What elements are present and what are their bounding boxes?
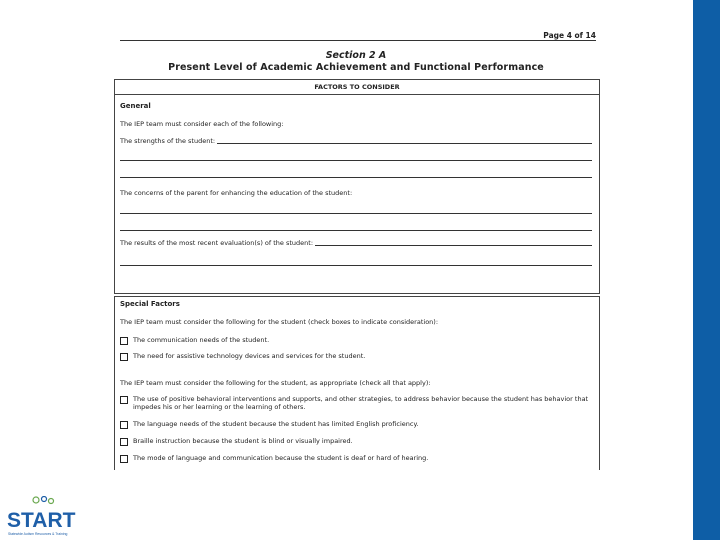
- strengths-line-2[interactable]: [120, 160, 592, 161]
- checkbox[interactable]: [120, 438, 128, 446]
- special-heading: Special Factors: [120, 300, 180, 308]
- iep-form-page: [110, 28, 602, 470]
- check-label: The language needs of the student because the student has limited English proficiency.: [133, 420, 419, 428]
- special-intro-2: The IEP team must consider the following for the student, as appropriate (check all that apply):: [120, 379, 431, 387]
- logo-tagline: Statewide Autism Resources & Training: [8, 532, 68, 536]
- concerns-line-1[interactable]: [120, 213, 592, 214]
- check-label: The use of positive behavioral interventions and supports, and other strategies, to address behavior because the student has behavior that impedes his or her learning or the learning of others.: [133, 395, 589, 411]
- check-row[interactable]: [120, 437, 592, 446]
- results-line[interactable]: [315, 245, 592, 246]
- check-label: The need for assistive technology devices and services for the student.: [133, 352, 366, 360]
- checkbox[interactable]: [120, 353, 128, 361]
- page-number: Page 4 of 14: [543, 31, 596, 40]
- concerns-label: The concerns of the parent for enhancing the education of the student:: [120, 189, 353, 197]
- section-label: Section 2 A: [325, 50, 387, 61]
- check-label: The mode of language and communication because the student is deaf or hard of hearing.: [133, 454, 429, 462]
- check-label: Braille instruction because the student is blind or visually impaired.: [133, 437, 353, 445]
- checkbox[interactable]: [120, 396, 128, 404]
- results-field[interactable]: [120, 238, 592, 247]
- logo-figure-icon: [49, 499, 54, 504]
- checkbox[interactable]: [120, 337, 128, 345]
- factors-box-special: [114, 296, 600, 470]
- check-row[interactable]: [120, 454, 592, 463]
- results-line-2[interactable]: [120, 265, 592, 266]
- checkbox[interactable]: [120, 455, 128, 463]
- general-heading: General: [120, 102, 151, 110]
- page-title: Present Level of Academic Achievement and Functional Performance: [168, 62, 544, 73]
- concerns-line-2[interactable]: [120, 230, 592, 231]
- general-intro: The IEP team must consider each of the following:: [120, 120, 284, 128]
- start-logo: [6, 496, 78, 538]
- factors-box-general: [114, 79, 600, 294]
- check-label: The communication needs of the student.: [133, 336, 270, 344]
- strengths-line-3[interactable]: [120, 177, 592, 178]
- check-row[interactable]: [120, 336, 592, 345]
- results-label: The results of the most recent evaluation(s) of the student:: [120, 239, 314, 247]
- check-row[interactable]: [120, 395, 592, 411]
- check-row[interactable]: [120, 420, 592, 429]
- strengths-label: The strengths of the student:: [120, 137, 216, 145]
- logo-figure-icon: [42, 497, 47, 502]
- top-rule: [120, 40, 596, 41]
- strengths-line[interactable]: [217, 143, 592, 144]
- logo-wordmark: START: [7, 509, 76, 532]
- special-intro-1: The IEP team must consider the following for the student (check boxes to indicate consideration):: [120, 318, 439, 326]
- right-accent-bar: [693, 0, 720, 540]
- check-row[interactable]: [120, 352, 592, 361]
- factors-header: FACTORS TO CONSIDER: [115, 80, 599, 95]
- strengths-field[interactable]: [120, 136, 592, 145]
- logo-figure-icon: [33, 497, 39, 503]
- checkbox[interactable]: [120, 421, 128, 429]
